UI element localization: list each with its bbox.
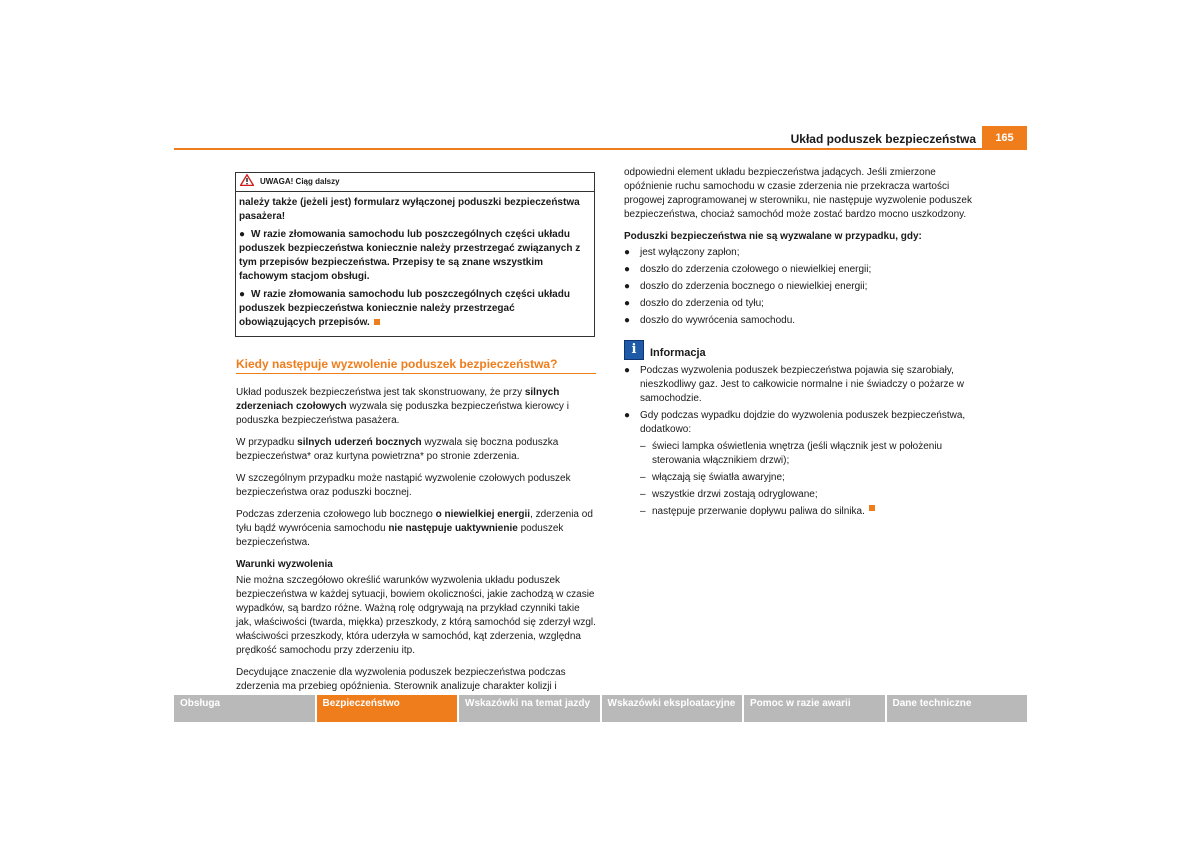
warning-box <box>235 172 595 337</box>
list-item <box>624 246 984 260</box>
dash-item <box>640 488 984 502</box>
list-item <box>624 314 984 328</box>
section-title: Kiedy następuje wyzwolenie poduszek bezpieczeństwa? <box>236 357 558 371</box>
info-item <box>624 364 984 406</box>
list-item <box>624 280 984 294</box>
tab-obsluga[interactable]: Obsługa <box>174 695 315 722</box>
left-column <box>236 172 596 716</box>
bullet-icon: ● <box>624 315 631 326</box>
dash-item-text: włączają się światła awaryjne; <box>652 472 785 483</box>
bullet-icon: ● <box>239 289 246 300</box>
list-item-text: doszło do zderzenia bocznego o niewielkiej energii; <box>640 281 868 292</box>
list-item-text: doszło do zderzenia czołowego o niewielkiej energii; <box>640 264 872 275</box>
warning-bullet-text: W razie złomowania samochodu lub poszczególnych części układu poduszek bezpieczeństwa koniecznie należy przestrzegać obowiązujących przepisów. <box>239 289 570 328</box>
paragraph <box>236 436 596 464</box>
list-item-text: doszło do zderzenia od tyłu; <box>640 298 764 309</box>
tab-wskazowki-eksploatacyjne[interactable]: Wskazówki eksploatacyjne <box>602 695 743 722</box>
warning-triangle-icon <box>240 174 254 191</box>
bullet-icon: ● <box>624 281 631 292</box>
warning-header <box>236 173 594 192</box>
bold-text: silnych zderzeniach czołowych <box>236 387 560 412</box>
warning-heading: UWAGA! Ciąg dalszy <box>260 177 340 186</box>
dash-icon: – <box>640 441 646 452</box>
bullet-icon: ● <box>624 298 631 309</box>
info-item-text: Gdy podczas wypadku dojdzie do wyzwolenia poduszek bezpieczeństwa, dodatkowo: <box>640 410 966 435</box>
header-rule <box>174 148 1027 150</box>
bold-text: silnych uderzeń bocznych <box>297 437 422 448</box>
dash-icon: – <box>640 506 646 517</box>
text: wyzwala się poduszka bezpieczeństwa kierowcy i poduszka bezpieczeństwa pasażera. <box>236 401 569 426</box>
dash-icon: – <box>640 489 646 500</box>
header-title: Układ poduszek bezpieczeństwa <box>790 132 976 146</box>
list-item <box>624 263 984 277</box>
text: wyzwala się boczna poduszka bezpieczeństwa* oraz kurtyna powietrzna* po stronie zderzenia. <box>236 437 559 462</box>
paragraph: W szczególnym przypadku może nastąpić wyzwolenie czołowych poduszek bezpieczeństwa oraz poduszki bocznej. <box>236 473 571 498</box>
paragraph: odpowiedni element układu bezpieczeństwa jadących. Jeśli zmierzone opóźnienie ruchu samochodu w czasie zderzenia nie przekracza wartości progowej zaprogramowanej w sterowniku, nie następuje wyzwolenie poduszek bezpieczeństwa, chociaż samochód może zostać bardzo mocno uszkodzony. <box>624 167 972 220</box>
info-item <box>624 409 984 437</box>
paragraph <box>236 386 596 428</box>
dash-item-text: wszystkie drzwi zostają odryglowane; <box>652 489 818 500</box>
dash-item-text: następuje przerwanie dopływu paliwa do silnika. <box>652 506 865 517</box>
footer-nav <box>174 695 1027 722</box>
text: Podczas zderzenia czołowego lub bocznego <box>236 509 436 520</box>
dash-item <box>640 505 984 519</box>
tab-bezpieczenstwo[interactable]: Bezpieczeństwo <box>317 695 458 722</box>
bullet-list <box>624 246 984 328</box>
list-heading: Poduszki bezpieczeństwa nie są wyzwalane w przypadku, gdy: <box>624 231 922 242</box>
text: W przypadku <box>236 437 298 448</box>
warning-paragraph: należy także (jeżeli jest) formularz wyłączonej poduszki bezpieczeństwa pasażera! <box>239 197 580 222</box>
tab-dane-techniczne[interactable]: Dane techniczne <box>887 695 1028 722</box>
dash-item-text: świeci lampka oświetlenia wnętrza (jeśli włącznik jest w położeniu sterowania włącznikiem drzwi); <box>652 441 943 466</box>
dash-icon: – <box>640 472 646 483</box>
end-marker-icon <box>869 505 875 511</box>
tab-pomoc-awarii[interactable]: Pomoc w razie awarii <box>744 695 885 722</box>
bullet-icon: ● <box>624 247 631 258</box>
dash-item <box>640 440 984 468</box>
list-item-text: doszło do wywrócenia samochodu. <box>640 315 796 326</box>
warning-bullet-text: W razie złomowania samochodu lub poszczególnych części układu poduszek bezpieczeństwa koniecznie należy przestrzegać związanych z tym przepisów bezpieczeństwa. Przepisy te są znane wszystkim fachowym stacjom obsługi. <box>239 229 581 282</box>
warning-bullet <box>239 288 590 330</box>
info-title: Informacja <box>650 347 706 359</box>
subheading: Warunki wyzwolenia <box>236 559 333 570</box>
paragraph: Nie można szczegółowo określić warunków wyzwolenia układu poduszek bezpieczeństwa w każdej sytuacji, bowiem okoliczności, jakie zachodzą w czasie wypadków, są bardzo różne. Ważną rolę odgrywają na przykład czynniki takie jak, właściwości (twarda, miękka) przeszkody, z którą samochód się zderzył wzgl. właściwości przeszkody, która uderzyła w samochód, kąt zderzenia, względna prędkość samochodu przy zderzeniu itp. <box>236 575 596 656</box>
text: , zderzenia od tyłu bądź wywrócenia samochodu <box>236 509 593 534</box>
info-item-text: Podczas wyzwolenia poduszek bezpieczeństwa pojawia się szarobiały, nieszkodliwy gaz. Jest to całkowicie normalne i nie świadczy o pożarze w samochodzie. <box>640 365 965 404</box>
bullet-icon: ● <box>624 410 631 421</box>
text: Układ poduszek bezpieczeństwa jest tak skonstruowany, że przy <box>236 387 525 398</box>
paragraph: Decydujące znaczenie dla wyzwolenia poduszek bezpieczeństwa podczas zderzenia ma przebieg opóźnienia. Sterownik analizuje charakter kolizji i <box>236 667 566 692</box>
bullet-icon: ● <box>239 229 246 240</box>
bullet-icon: ● <box>624 264 631 275</box>
paragraph <box>236 508 596 550</box>
info-icon: i <box>624 340 644 360</box>
right-column <box>624 166 984 522</box>
text: poduszek bezpieczeństwa. <box>236 523 564 548</box>
bold-text: o niewielkiej energii <box>435 509 531 520</box>
bullet-icon: ● <box>624 365 631 376</box>
end-marker-icon <box>374 319 380 325</box>
info-header <box>624 340 984 360</box>
page-number: 165 <box>982 126 1027 149</box>
section-rule <box>236 373 596 374</box>
tab-wskazowki-jazdy[interactable]: Wskazówki na temat jazdy <box>459 695 600 722</box>
list-item-text: jest wyłączony zapłon; <box>640 247 740 258</box>
warning-bullet <box>239 228 590 284</box>
list-item <box>624 297 984 311</box>
dash-item <box>640 471 984 485</box>
warning-body <box>236 192 594 336</box>
bold-text: nie następuje uaktywnienie <box>388 523 518 534</box>
